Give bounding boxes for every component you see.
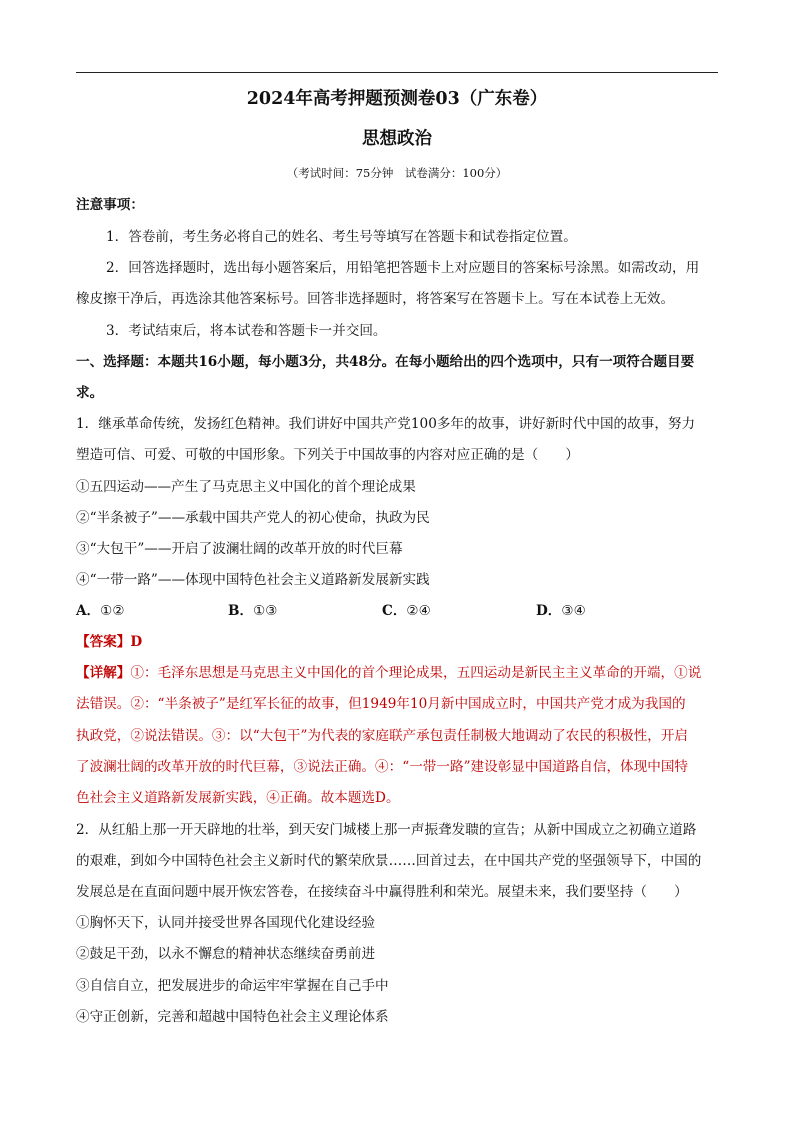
q2-choice-3: ③自信自立，把发展进步的命运牢牢掌握在自己手中 bbox=[76, 978, 389, 994]
notice-item-2-line-1: 2．回答选择题时，选出每小题答案后，用铅笔把答题卡上对应题目的答案标号涂黑。如需改动，用 bbox=[106, 260, 700, 276]
exam-title: 2024年高考押题预测卷03（广东卷） bbox=[246, 89, 548, 109]
q1-option-d: D．③④ bbox=[536, 603, 586, 619]
top-rule bbox=[76, 72, 718, 73]
subject-title: 思想政治 bbox=[362, 129, 432, 149]
q1-option-c: C．②④ bbox=[382, 603, 431, 619]
notice-item-2-line-2: 橡皮擦干净后，再选涂其他答案标号。回答非选择题时，将答案写在答题卡上。写在本试卷上无效。 bbox=[76, 291, 675, 307]
exam-info: （考试时间：75分钟 试卷满分：100分） bbox=[286, 166, 508, 180]
q2-choice-2: ②鼓足干劲，以永不懈怠的精神状态继续奋勇前进 bbox=[76, 946, 376, 962]
notice-item-1: 1．答卷前，考生务必将自己的姓名、考生号等填写在答题卡和试卷指定位置。 bbox=[106, 229, 577, 245]
q1-choice-1: ①五四运动——产生了马克思主义中国化的首个理论成果 bbox=[76, 479, 416, 495]
q2-stem-line-3: 发展总是在直面问题中展开恢宏答卷，在接续奋斗中赢得胜利和荣光。展望未来，我们要坚持（ ） bbox=[76, 884, 688, 900]
q1-option-b: B．①③ bbox=[228, 603, 278, 619]
q1-stem-line-2: 塑造可信、可爱、可敬的中国形象。下列关于中国故事的内容对应正确的是（ ） bbox=[76, 447, 579, 463]
section-1-heading-line-1: 一、选择题：本题共16小题，每小题3分，共48分。在每小题给出的四个选项中，只有一项符合题目要 bbox=[76, 354, 695, 370]
q1-detail-line-3: 执政党，②说法错误。③：以“大包干”为代表的家庭联产承包责任制极大地调动了农民的积极性，开启 bbox=[76, 728, 689, 744]
q1-options bbox=[76, 601, 718, 621]
q1-stem-line-1: 1．继承革命传统，发扬红色精神。我们讲好中国共产党100多年的故事，讲好新时代中国的故事，努力 bbox=[76, 416, 696, 432]
q1-choice-3: ③“大包干”——开启了波澜壮阔的改革开放的时代巨幕 bbox=[76, 541, 403, 557]
q2-choice-4: ④守正创新，完善和超越中国特色社会主义理论体系 bbox=[76, 1009, 389, 1025]
q1-answer bbox=[76, 632, 718, 652]
q2-stem-line-1: 2．从红船上那一开天辟地的壮举，到天安门城楼上那一声振聋发聩的宣告；从新中国成立之初确立道路 bbox=[76, 822, 697, 838]
q1-detail-line-2: 法错误。②：“半条被子”是红军长征的故事，但1949年10月新中国成立时，中国共产党才成为我国的 bbox=[76, 696, 686, 712]
section-1-heading-line-2: 求。 bbox=[76, 385, 104, 401]
q2-choice-1: ①胸怀天下，认同并接受世界各国现代化建设经验 bbox=[76, 915, 376, 931]
detail-label: 【详解】 bbox=[76, 665, 131, 681]
q1-choice-4: ④“一带一路”——体现中国特色社会主义道路新发展新实践 bbox=[76, 572, 430, 588]
q1-option-a: A．①② bbox=[76, 603, 125, 619]
q1-detail-line-4: 了波澜壮阔的改革开放的时代巨幕，③说法正确。④：“一带一路”建设彰显中国道路自信，体现中国特 bbox=[76, 759, 689, 775]
notice-heading: 注意事项： bbox=[76, 197, 144, 213]
q2-stem-line-2: 的艰难，到如今中国特色社会主义新时代的繁荣欣景……回首过去，在中国共产党的坚强领导下，中国的 bbox=[76, 853, 702, 869]
q1-detail-line-1: 【详解】①：毛泽东思想是马克思主义中国化的首个理论成果，五四运动是新民主主义革命的开端，①说 bbox=[76, 665, 702, 681]
q1-detail-line-5: 色社会主义道路新发展新实践，④正确。故本题选D。 bbox=[76, 790, 400, 806]
notice-item-3: 3．考试结束后，将本试卷和答题卡一并交回。 bbox=[106, 323, 387, 339]
answer-label: 【答案】 bbox=[76, 634, 131, 650]
q1-choice-2: ②“半条被子”——承载中国共产党人的初心使命，执政为民 bbox=[76, 510, 430, 526]
answer-value: D bbox=[130, 634, 143, 650]
